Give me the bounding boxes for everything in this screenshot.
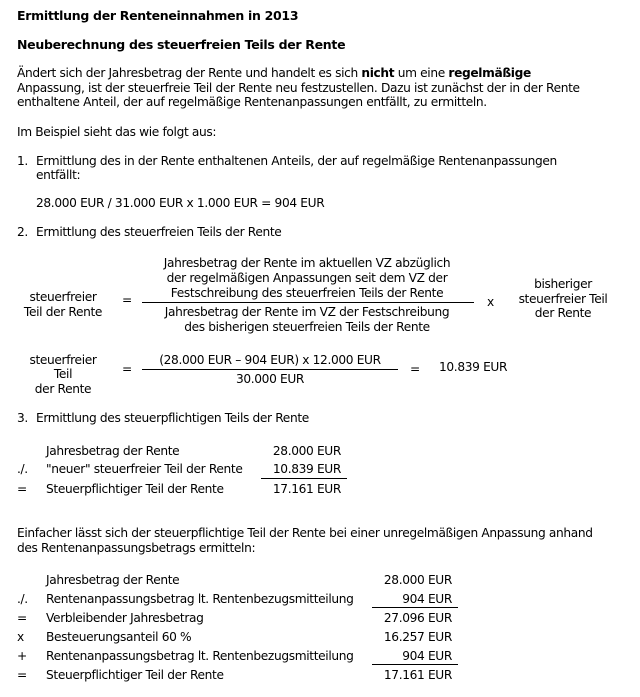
formula-rhs-line-1: bisheriger (534, 277, 592, 291)
formula-rhs-line-2: steuerfreier Teil (518, 292, 608, 306)
formula-denominator-line-1: Jahresbetrag der Rente im VZ der Festschreibung (164, 305, 450, 319)
simpler-row-value: 904 EUR (402, 649, 452, 663)
calc-result: 10.839 EUR (439, 360, 508, 374)
formula-numerator-line-3: Festschreibung des steuerfreien Teils der Rente (170, 286, 444, 300)
step2-label: Ermittlung des steuerfreien Teils der Rente (36, 225, 282, 239)
calc-equals: = (122, 362, 132, 376)
simpler-line-2: des Rentenanpassungsbetrags ermitteln: (17, 541, 256, 555)
calc-fraction-line (142, 369, 398, 370)
simpler-row-label: Steuerpflichtiger Teil der Rente (46, 668, 224, 682)
step3-row-label: Jahresbetrag der Rente (46, 444, 180, 458)
intro-bold-nicht: nicht (361, 66, 395, 80)
simpler-row-op: = (17, 611, 27, 625)
formula-lhs-line-2: Teil der Rente (23, 305, 103, 319)
simpler-row-label: Jahresbetrag der Rente (46, 573, 180, 587)
simpler-sum-line-1 (372, 607, 458, 608)
example-intro: Im Beispiel sieht das wie folgt aus: (17, 125, 217, 139)
intro-line-3: enthaltene Anteil, der auf regelmäßige Rentenanpassungen entfällt, zu ermitteln. (17, 95, 487, 109)
step3-row-label: Steuerpflichtiger Teil der Rente (46, 482, 224, 496)
simpler-row-value: 28.000 EUR (383, 573, 452, 587)
formula-lhs-line-1: steuerfreier (29, 290, 97, 304)
simpler-row-op: ./. (17, 592, 28, 606)
calc-equals-2: = (410, 362, 420, 376)
page-title: Ermittlung der Renteneinnahmen in 2013 (17, 8, 299, 23)
step3-number: 3. (17, 411, 28, 425)
step3-row-label: "neuer" steuerfreier Teil der Rente (46, 462, 243, 476)
step3-row-value: 17.161 EUR (272, 482, 341, 496)
simpler-sum-line-2 (372, 664, 458, 665)
step1-label-line-1: Ermittlung des in der Rente enthaltenen Anteils, der auf regelmäßige Rentenanpassungen (36, 154, 557, 168)
step3-sum-line (261, 478, 347, 479)
calc-lhs-line-3: der Rente (34, 382, 92, 396)
simpler-row-label: Rentenanpassungsbetrag lt. Rentenbezugsmitteilung (46, 649, 354, 663)
simpler-row-op: + (17, 649, 27, 663)
intro-text: um eine (394, 66, 449, 80)
calc-denominator: 30.000 EUR (235, 372, 305, 386)
intro-line-1 (17, 66, 531, 81)
step3-row-value: 28.000 EUR (272, 444, 341, 458)
formula-rhs-line-3: der Rente (534, 306, 592, 320)
step3-row-op: ./. (17, 462, 28, 476)
intro-line-2: Anpassung, ist der steuerfreie Teil der Rente neu festzustellen. Dazu ist zunächst der in der Rente (17, 81, 580, 95)
simpler-row-label: Verbleibender Jahresbetrag (46, 611, 204, 625)
formula-numerator-line-2: der regelmäßigen Anpassungen seit dem VZ der (166, 271, 448, 285)
simpler-row-value: 17.161 EUR (383, 668, 452, 682)
calc-numerator: (28.000 EUR – 904 EUR) x 12.000 EUR (159, 353, 381, 367)
intro-bold-regelmaessige: regelmäßige (448, 66, 531, 80)
simpler-line-1: Einfacher lässt sich der steuerpflichtige Teil der Rente bei einer unregelmäßigen Anpassung anhand (17, 526, 593, 540)
intro-text: Ändert sich der Jahresbetrag der Rente und handelt es sich (17, 66, 362, 80)
simpler-row-label: Rentenanpassungsbetrag lt. Rentenbezugsmitteilung (46, 592, 354, 606)
step3-row-value: 10.839 EUR (272, 462, 341, 476)
step2-number: 2. (17, 225, 28, 239)
step1-label-line-2: entfällt: (36, 168, 81, 182)
calc-lhs-line-2: Teil (53, 367, 73, 381)
simpler-row-value: 27.096 EUR (383, 611, 452, 625)
simpler-row-op: x (17, 630, 24, 644)
step3-row-op: = (17, 482, 27, 496)
section-heading: Neuberechnung des steuerfreien Teils der Rente (17, 37, 346, 52)
simpler-row-label: Besteuerungsanteil 60 % (46, 630, 192, 644)
calc-lhs-line-1: steuerfreier (29, 353, 97, 367)
step3-label: Ermittlung des steuerpflichtigen Teils der Rente (36, 411, 309, 425)
formula-fraction-line (142, 302, 474, 303)
simpler-row-value: 16.257 EUR (383, 630, 452, 644)
step1-number: 1. (17, 154, 28, 168)
formula-denominator-line-2: des bisherigen steuerfreien Teils der Rente (184, 320, 430, 334)
formula-times: x (487, 295, 494, 309)
step1-calculation: 28.000 EUR / 31.000 EUR x 1.000 EUR = 904 EUR (36, 196, 325, 210)
simpler-row-value: 904 EUR (402, 592, 452, 606)
simpler-row-op: = (17, 668, 27, 682)
formula-equals: = (122, 293, 132, 307)
formula-numerator-line-1: Jahresbetrag der Rente im aktuellen VZ abzüglich (163, 256, 451, 270)
